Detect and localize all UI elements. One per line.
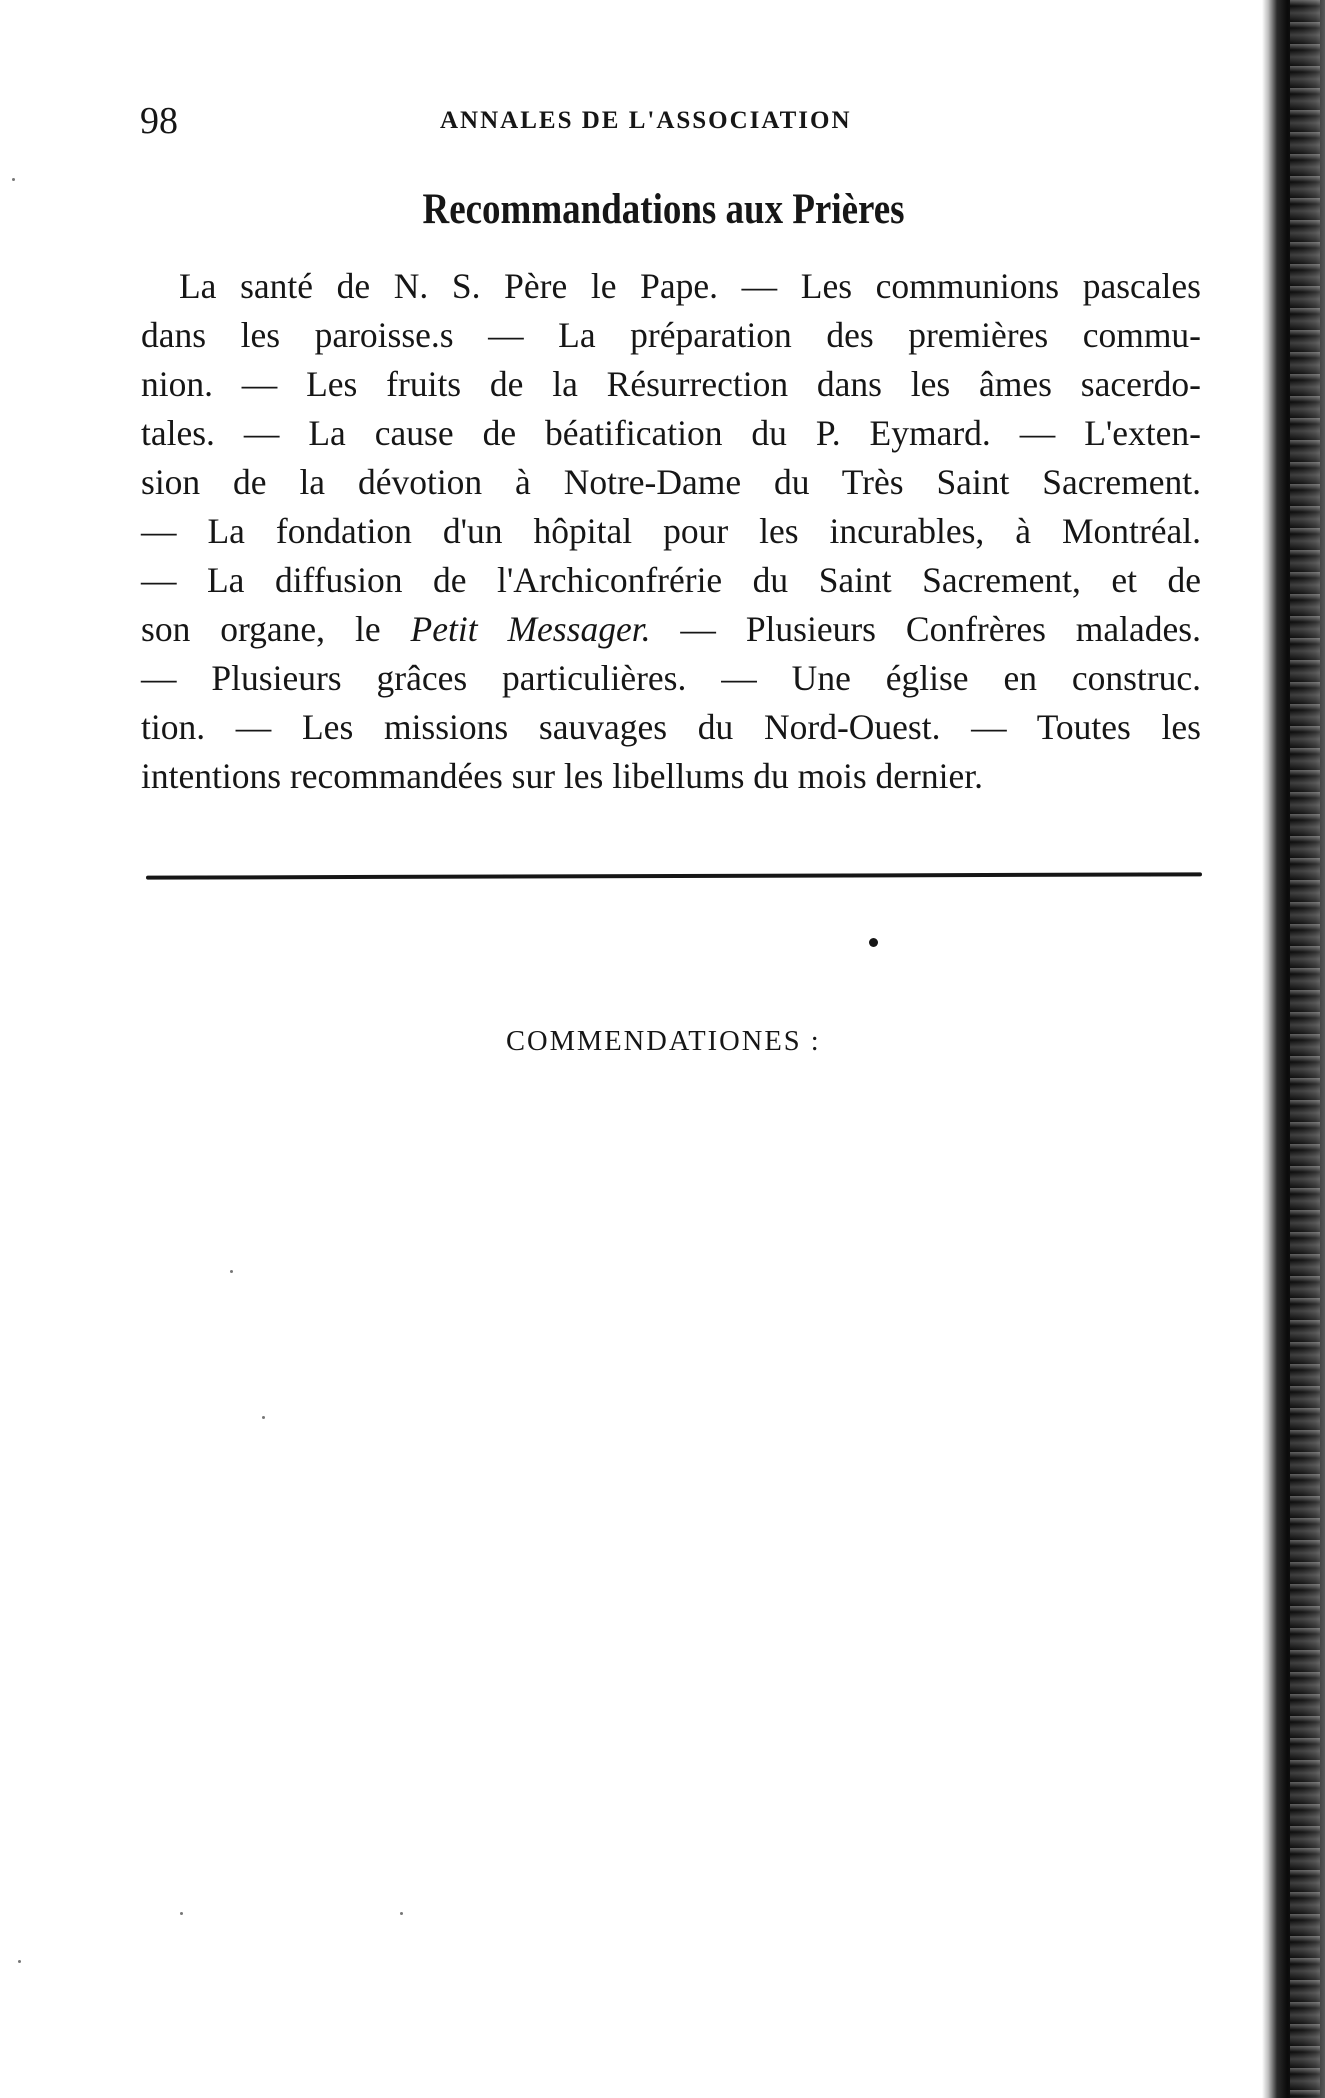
body-line-text: son organe, le bbox=[141, 609, 411, 649]
scan-speck bbox=[180, 1912, 183, 1915]
scan-speck bbox=[230, 1270, 233, 1273]
body-line: — Plusieurs grâces particulières. — Une église en construc. bbox=[141, 658, 1201, 698]
body-line: nion. — Les fruits de la Résurrection dans les âmes sacerdo- bbox=[141, 364, 1201, 404]
horizontal-rule bbox=[146, 872, 1202, 879]
body-line: tion. — Les missions sauvages du Nord-Ouest. — Toutes les bbox=[141, 707, 1201, 747]
body-line bbox=[141, 605, 1201, 654]
body-line-text: — Plusieurs Confrères malades. bbox=[650, 609, 1201, 649]
scan-speck bbox=[262, 1416, 265, 1419]
section-heading: COMMENDATIONES : bbox=[506, 1026, 821, 1057]
scan-speck bbox=[12, 178, 15, 181]
body-line: sion de la dévotion à Notre-Dame du Très Saint Sacrement. bbox=[141, 462, 1201, 502]
scan-speck bbox=[18, 1960, 21, 1963]
article-body bbox=[141, 262, 1201, 801]
page-number: 98 bbox=[140, 100, 178, 142]
body-line: — La fondation d'un hôpital pour les incurables, à Montréal. bbox=[141, 511, 1201, 551]
scan-speck bbox=[400, 1912, 403, 1915]
body-line: dans les paroisse.s — La préparation des premières commu- bbox=[141, 315, 1201, 355]
running-head: ANNALES DE L'ASSOCIATION bbox=[440, 107, 852, 134]
body-line: tales. — La cause de béatification du P. Eymard. — L'exten- bbox=[141, 413, 1201, 453]
body-line: La santé de N. S. Père le Pape. — Les communions pascales bbox=[179, 266, 1201, 306]
binding-texture bbox=[1290, 0, 1320, 2098]
body-line: intentions recommandées sur les libellums du mois dernier. bbox=[141, 756, 983, 796]
ink-dot bbox=[869, 938, 878, 947]
body-line: — La diffusion de l'Archiconfrérie du Saint Sacrement, et de bbox=[141, 560, 1201, 600]
article-title: Recommandations aux Prières bbox=[422, 186, 905, 233]
periodical-title: Petit Messager. bbox=[410, 609, 651, 649]
